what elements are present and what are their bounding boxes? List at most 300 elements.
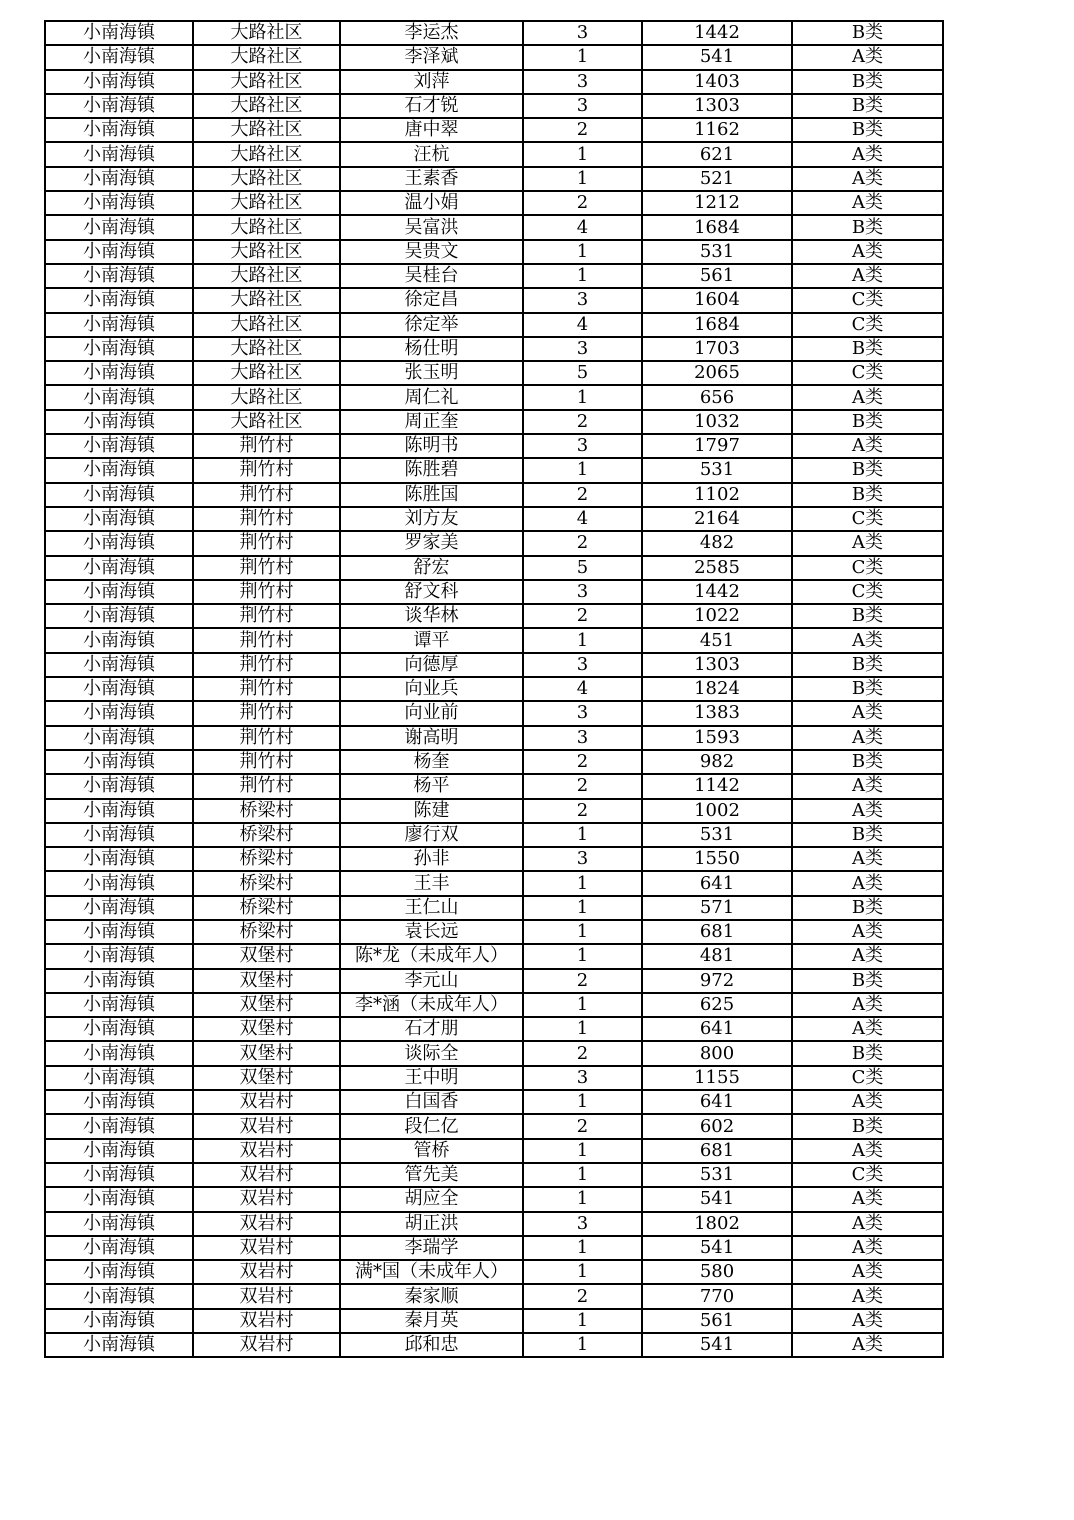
amount-cell: 972 [642,969,792,993]
table-row [45,288,943,312]
category-cell: A类 [792,1017,943,1041]
table-body [45,21,943,1357]
household-size-cell: 1 [523,1309,642,1333]
village-cell: 桥梁村 [193,847,340,871]
town-cell: 小南海镇 [45,726,193,750]
category-cell: A类 [792,628,943,652]
table-row [45,847,943,871]
category-cell: B类 [792,969,943,993]
household-size-cell: 3 [523,847,642,871]
household-size-cell: 1 [523,167,642,191]
category-cell: A类 [792,531,943,555]
town-cell: 小南海镇 [45,1187,193,1211]
category-cell: A类 [792,1309,943,1333]
amount-cell: 625 [642,993,792,1017]
village-cell: 双堡村 [193,1041,340,1065]
amount-cell: 561 [642,1309,792,1333]
household-size-cell: 5 [523,361,642,385]
village-cell: 双岩村 [193,1114,340,1138]
table-row [45,70,943,94]
village-cell: 荆竹村 [193,701,340,725]
name-cell: 陈*龙（未成年人） [340,944,523,968]
table-row [45,385,943,409]
name-cell: 陈明书 [340,434,523,458]
table-row [45,580,943,604]
town-cell: 小南海镇 [45,1041,193,1065]
town-cell: 小南海镇 [45,944,193,968]
town-cell: 小南海镇 [45,288,193,312]
household-size-cell: 4 [523,313,642,337]
name-cell: 管桥 [340,1139,523,1163]
town-cell: 小南海镇 [45,774,193,798]
category-cell: A类 [792,774,943,798]
household-size-cell: 2 [523,799,642,823]
household-size-cell: 1 [523,142,642,166]
amount-cell: 521 [642,167,792,191]
town-cell: 小南海镇 [45,94,193,118]
category-cell: C类 [792,1066,943,1090]
household-size-cell: 4 [523,507,642,531]
table-row [45,240,943,264]
village-cell: 大路社区 [193,385,340,409]
table-row [45,483,943,507]
data-table [44,20,944,1358]
name-cell: 王素香 [340,167,523,191]
village-cell: 桥梁村 [193,871,340,895]
category-cell: B类 [792,604,943,628]
amount-cell: 580 [642,1260,792,1284]
name-cell: 石才锐 [340,94,523,118]
amount-cell: 982 [642,750,792,774]
village-cell: 桥梁村 [193,823,340,847]
household-size-cell: 3 [523,94,642,118]
category-cell: B类 [792,21,943,45]
town-cell: 小南海镇 [45,410,193,434]
amount-cell: 681 [642,920,792,944]
name-cell: 李运杰 [340,21,523,45]
town-cell: 小南海镇 [45,531,193,555]
table-row [45,1236,943,1260]
town-cell: 小南海镇 [45,993,193,1017]
category-cell: A类 [792,142,943,166]
household-size-cell: 1 [523,1236,642,1260]
village-cell: 双岩村 [193,1260,340,1284]
amount-cell: 2164 [642,507,792,531]
household-size-cell: 3 [523,21,642,45]
table-row [45,1333,943,1357]
household-size-cell: 2 [523,1114,642,1138]
category-cell: A类 [792,993,943,1017]
name-cell: 邱和忠 [340,1333,523,1357]
amount-cell: 1442 [642,21,792,45]
amount-cell: 1383 [642,701,792,725]
category-cell: B类 [792,677,943,701]
table-row [45,1114,943,1138]
amount-cell: 571 [642,896,792,920]
town-cell: 小南海镇 [45,483,193,507]
town-cell: 小南海镇 [45,580,193,604]
household-size-cell: 4 [523,215,642,239]
village-cell: 双岩村 [193,1139,340,1163]
village-cell: 双堡村 [193,969,340,993]
table-row [45,1139,943,1163]
table-row [45,1284,943,1308]
name-cell: 周仁礼 [340,385,523,409]
name-cell: 李瑞学 [340,1236,523,1260]
table-row [45,264,943,288]
village-cell: 双堡村 [193,944,340,968]
village-cell: 荆竹村 [193,458,340,482]
household-size-cell: 1 [523,993,642,1017]
town-cell: 小南海镇 [45,799,193,823]
household-size-cell: 1 [523,1017,642,1041]
category-cell: A类 [792,1284,943,1308]
household-size-cell: 1 [523,944,642,968]
town-cell: 小南海镇 [45,361,193,385]
category-cell: C类 [792,313,943,337]
name-cell: 吴桂台 [340,264,523,288]
category-cell: B类 [792,896,943,920]
category-cell: A类 [792,944,943,968]
household-size-cell: 2 [523,1041,642,1065]
amount-cell: 1824 [642,677,792,701]
name-cell: 徐定昌 [340,288,523,312]
amount-cell: 1102 [642,483,792,507]
village-cell: 荆竹村 [193,774,340,798]
town-cell: 小南海镇 [45,653,193,677]
amount-cell: 1212 [642,191,792,215]
table-row [45,604,943,628]
category-cell: A类 [792,871,943,895]
name-cell: 秦家顺 [340,1284,523,1308]
household-size-cell: 2 [523,969,642,993]
category-cell: A类 [792,726,943,750]
household-size-cell: 1 [523,920,642,944]
category-cell: A类 [792,799,943,823]
village-cell: 双堡村 [193,1066,340,1090]
village-cell: 双堡村 [193,993,340,1017]
name-cell: 舒宏 [340,556,523,580]
category-cell: B类 [792,118,943,142]
category-cell: A类 [792,920,943,944]
table-row [45,677,943,701]
name-cell: 徐定举 [340,313,523,337]
amount-cell: 541 [642,1333,792,1357]
town-cell: 小南海镇 [45,750,193,774]
name-cell: 吴贵文 [340,240,523,264]
table-row [45,920,943,944]
name-cell: 石才朋 [340,1017,523,1041]
amount-cell: 1142 [642,774,792,798]
name-cell: 管先美 [340,1163,523,1187]
household-size-cell: 1 [523,823,642,847]
village-cell: 双岩村 [193,1333,340,1357]
village-cell: 大路社区 [193,142,340,166]
village-cell: 大路社区 [193,361,340,385]
name-cell: 杨奎 [340,750,523,774]
town-cell: 小南海镇 [45,1236,193,1260]
amount-cell: 531 [642,458,792,482]
household-size-cell: 1 [523,896,642,920]
village-cell: 荆竹村 [193,483,340,507]
town-cell: 小南海镇 [45,1090,193,1114]
amount-cell: 800 [642,1041,792,1065]
table-row [45,94,943,118]
town-cell: 小南海镇 [45,45,193,69]
amount-cell: 2065 [642,361,792,385]
table-row [45,871,943,895]
table-row [45,507,943,531]
category-cell: A类 [792,701,943,725]
amount-cell: 1032 [642,410,792,434]
town-cell: 小南海镇 [45,434,193,458]
amount-cell: 1593 [642,726,792,750]
household-size-cell: 1 [523,458,642,482]
amount-cell: 1703 [642,337,792,361]
town-cell: 小南海镇 [45,701,193,725]
town-cell: 小南海镇 [45,507,193,531]
name-cell: 陈胜国 [340,483,523,507]
household-size-cell: 1 [523,240,642,264]
category-cell: C类 [792,507,943,531]
table-row [45,701,943,725]
village-cell: 大路社区 [193,288,340,312]
household-size-cell: 1 [523,1333,642,1357]
amount-cell: 2585 [642,556,792,580]
name-cell: 袁长远 [340,920,523,944]
amount-cell: 481 [642,944,792,968]
name-cell: 秦月英 [340,1309,523,1333]
amount-cell: 1604 [642,288,792,312]
table-row [45,21,943,45]
household-size-cell: 2 [523,191,642,215]
household-size-cell: 2 [523,531,642,555]
amount-cell: 1303 [642,94,792,118]
amount-cell: 1155 [642,1066,792,1090]
name-cell: 谭平 [340,628,523,652]
category-cell: A类 [792,1333,943,1357]
category-cell: B类 [792,483,943,507]
amount-cell: 621 [642,142,792,166]
name-cell: 陈建 [340,799,523,823]
town-cell: 小南海镇 [45,677,193,701]
household-size-cell: 1 [523,1139,642,1163]
village-cell: 双堡村 [193,1017,340,1041]
name-cell: 胡应全 [340,1187,523,1211]
household-size-cell: 3 [523,288,642,312]
table-row [45,1260,943,1284]
household-size-cell: 1 [523,385,642,409]
category-cell: A类 [792,1187,943,1211]
household-size-cell: 2 [523,1284,642,1308]
town-cell: 小南海镇 [45,1139,193,1163]
amount-cell: 1303 [642,653,792,677]
table-row [45,1187,943,1211]
name-cell: 王丰 [340,871,523,895]
category-cell: A类 [792,240,943,264]
town-cell: 小南海镇 [45,1212,193,1236]
table-row [45,1090,943,1114]
table-row [45,215,943,239]
village-cell: 大路社区 [193,70,340,94]
category-cell: B类 [792,653,943,677]
village-cell: 荆竹村 [193,434,340,458]
name-cell: 白国香 [340,1090,523,1114]
name-cell: 段仁亿 [340,1114,523,1138]
household-size-cell: 2 [523,750,642,774]
household-size-cell: 1 [523,871,642,895]
town-cell: 小南海镇 [45,896,193,920]
name-cell: 谈际全 [340,1041,523,1065]
town-cell: 小南海镇 [45,1114,193,1138]
amount-cell: 641 [642,871,792,895]
name-cell: 刘萍 [340,70,523,94]
name-cell: 罗家美 [340,531,523,555]
table-row [45,531,943,555]
category-cell: B类 [792,750,943,774]
table-row [45,142,943,166]
town-cell: 小南海镇 [45,118,193,142]
household-size-cell: 1 [523,1187,642,1211]
town-cell: 小南海镇 [45,1163,193,1187]
household-size-cell: 3 [523,580,642,604]
village-cell: 荆竹村 [193,580,340,604]
village-cell: 大路社区 [193,94,340,118]
town-cell: 小南海镇 [45,240,193,264]
amount-cell: 1022 [642,604,792,628]
town-cell: 小南海镇 [45,385,193,409]
category-cell: A类 [792,434,943,458]
town-cell: 小南海镇 [45,1309,193,1333]
amount-cell: 641 [642,1090,792,1114]
table-row [45,969,943,993]
town-cell: 小南海镇 [45,628,193,652]
town-cell: 小南海镇 [45,313,193,337]
category-cell: A类 [792,1260,943,1284]
village-cell: 大路社区 [193,45,340,69]
table-row [45,118,943,142]
household-size-cell: 3 [523,434,642,458]
village-cell: 荆竹村 [193,750,340,774]
name-cell: 温小娟 [340,191,523,215]
name-cell: 汪杭 [340,142,523,166]
category-cell: C类 [792,361,943,385]
town-cell: 小南海镇 [45,1017,193,1041]
table-row [45,434,943,458]
village-cell: 双岩村 [193,1236,340,1260]
household-size-cell: 3 [523,1212,642,1236]
amount-cell: 1002 [642,799,792,823]
table-row [45,191,943,215]
category-cell: A类 [792,191,943,215]
category-cell: B类 [792,410,943,434]
household-size-cell: 1 [523,1090,642,1114]
amount-cell: 770 [642,1284,792,1308]
name-cell: 唐中翠 [340,118,523,142]
amount-cell: 1802 [642,1212,792,1236]
village-cell: 荆竹村 [193,628,340,652]
name-cell: 王仁山 [340,896,523,920]
household-size-cell: 1 [523,45,642,69]
amount-cell: 482 [642,531,792,555]
household-size-cell: 2 [523,410,642,434]
town-cell: 小南海镇 [45,556,193,580]
amount-cell: 541 [642,1187,792,1211]
table-row [45,361,943,385]
town-cell: 小南海镇 [45,1066,193,1090]
town-cell: 小南海镇 [45,264,193,288]
town-cell: 小南海镇 [45,920,193,944]
category-cell: B类 [792,1041,943,1065]
category-cell: A类 [792,847,943,871]
category-cell: A类 [792,167,943,191]
category-cell: A类 [792,1090,943,1114]
amount-cell: 1684 [642,215,792,239]
amount-cell: 1550 [642,847,792,871]
name-cell: 吴富洪 [340,215,523,239]
category-cell: C类 [792,1163,943,1187]
amount-cell: 541 [642,45,792,69]
category-cell: A类 [792,1212,943,1236]
table-row [45,774,943,798]
amount-cell: 602 [642,1114,792,1138]
name-cell: 舒文科 [340,580,523,604]
name-cell: 刘方友 [340,507,523,531]
table-row [45,458,943,482]
town-cell: 小南海镇 [45,823,193,847]
household-size-cell: 1 [523,1260,642,1284]
amount-cell: 1684 [642,313,792,337]
town-cell: 小南海镇 [45,70,193,94]
name-cell: 李*涵（未成年人） [340,993,523,1017]
town-cell: 小南海镇 [45,215,193,239]
table-row [45,410,943,434]
table-row [45,726,943,750]
amount-cell: 531 [642,240,792,264]
table-row [45,628,943,652]
village-cell: 双岩村 [193,1309,340,1333]
town-cell: 小南海镇 [45,167,193,191]
household-size-cell: 3 [523,701,642,725]
name-cell: 杨仕明 [340,337,523,361]
category-cell: C类 [792,556,943,580]
household-size-cell: 2 [523,604,642,628]
village-cell: 桥梁村 [193,920,340,944]
name-cell: 廖行双 [340,823,523,847]
category-cell: A类 [792,1139,943,1163]
table-row [45,750,943,774]
village-cell: 大路社区 [193,167,340,191]
town-cell: 小南海镇 [45,191,193,215]
village-cell: 大路社区 [193,215,340,239]
household-size-cell: 2 [523,774,642,798]
household-size-cell: 3 [523,726,642,750]
town-cell: 小南海镇 [45,21,193,45]
household-size-cell: 3 [523,337,642,361]
town-cell: 小南海镇 [45,1284,193,1308]
town-cell: 小南海镇 [45,458,193,482]
village-cell: 大路社区 [193,264,340,288]
name-cell: 张玉明 [340,361,523,385]
amount-cell: 561 [642,264,792,288]
table-row [45,1041,943,1065]
village-cell: 大路社区 [193,240,340,264]
table-row [45,823,943,847]
table-row [45,1309,943,1333]
name-cell: 周正奎 [340,410,523,434]
household-size-cell: 3 [523,653,642,677]
town-cell: 小南海镇 [45,1333,193,1357]
